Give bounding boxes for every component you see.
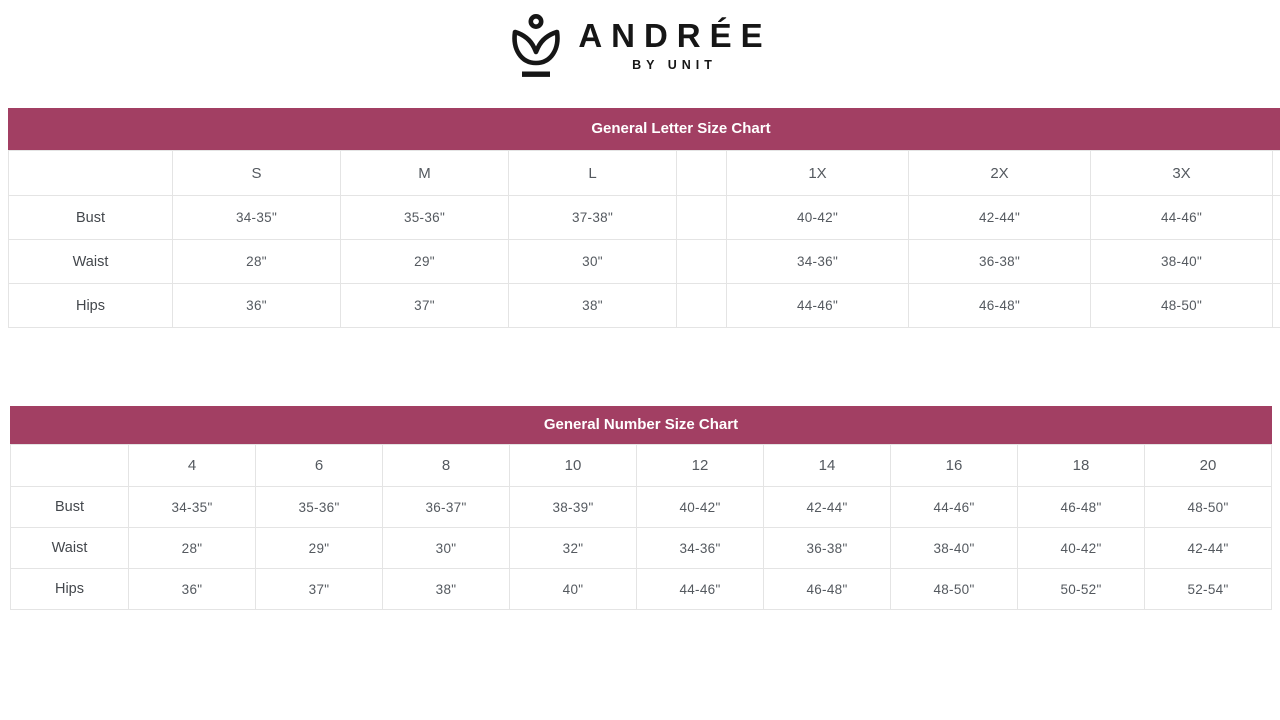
table-row [11, 487, 1272, 528]
letter-size-table [8, 150, 1280, 328]
column-header: 3X [1091, 151, 1273, 196]
size-cell: 30" [383, 528, 510, 569]
column-header: 20 [1145, 445, 1272, 487]
column-header: S [173, 151, 341, 196]
size-cell: 36-37" [383, 487, 510, 528]
size-cell: 28" [129, 528, 256, 569]
size-cell [677, 240, 727, 284]
size-cell [677, 284, 727, 328]
size-cell: 29" [256, 528, 383, 569]
size-cell: 34-36" [727, 240, 909, 284]
column-header-row [9, 151, 1280, 196]
size-cell [677, 196, 727, 240]
size-cell [1273, 284, 1280, 328]
size-cell: 37" [256, 569, 383, 610]
size-cell: 35-36" [341, 196, 509, 240]
brand-tagline: BY UNIT [632, 58, 717, 73]
size-cell: 44-46" [637, 569, 764, 610]
letter-size-chart [8, 108, 1280, 328]
size-cell: 34-36" [637, 528, 764, 569]
size-cell: 50-52" [1018, 569, 1145, 610]
size-cell: 42-44" [764, 487, 891, 528]
size-cell: 38" [383, 569, 510, 610]
column-header: 12 [637, 445, 764, 487]
size-cell: 38" [509, 284, 677, 328]
size-cell [1273, 240, 1280, 284]
column-header [11, 445, 129, 487]
size-cell: 42-44" [1145, 528, 1272, 569]
column-header: 8 [383, 445, 510, 487]
size-cell: 37-38" [509, 196, 677, 240]
size-cell: 48-50" [1145, 487, 1272, 528]
brand-logo [0, 12, 1280, 85]
table-row [11, 569, 1272, 610]
table-row [11, 528, 1272, 569]
size-cell: 52-54" [1145, 569, 1272, 610]
size-cell: 44-46" [727, 284, 909, 328]
column-header: 10 [510, 445, 637, 487]
size-cell: 46-48" [764, 569, 891, 610]
row-label: Hips [9, 284, 173, 328]
size-cell: 37" [341, 284, 509, 328]
number-size-table [10, 444, 1272, 610]
column-header [9, 151, 173, 196]
size-cell: 38-40" [1091, 240, 1273, 284]
column-header: 6 [256, 445, 383, 487]
size-cell: 32" [510, 528, 637, 569]
size-cell: 29" [341, 240, 509, 284]
column-header: 14 [764, 445, 891, 487]
row-label: Waist [9, 240, 173, 284]
number-chart-title: General Number Size Chart [10, 406, 1272, 444]
size-cell: 48-50" [891, 569, 1018, 610]
size-cell: 46-48" [1018, 487, 1145, 528]
row-label: Hips [11, 569, 129, 610]
size-cell: 30" [509, 240, 677, 284]
column-header [1273, 151, 1280, 196]
column-header: M [341, 151, 509, 196]
column-header [677, 151, 727, 196]
row-label: Bust [9, 196, 173, 240]
row-label: Waist [11, 528, 129, 569]
size-cell: 28" [173, 240, 341, 284]
size-cell: 34-35" [173, 196, 341, 240]
column-header: 4 [129, 445, 256, 487]
size-cell: 46-48" [909, 284, 1091, 328]
brand-name: ANDRÉE [578, 17, 772, 54]
size-cell: 38-40" [891, 528, 1018, 569]
column-header: 2X [909, 151, 1091, 196]
table-row [9, 196, 1280, 240]
size-cell [1273, 196, 1280, 240]
column-header: 1X [727, 151, 909, 196]
size-cell: 36" [129, 569, 256, 610]
size-cell: 40" [510, 569, 637, 610]
number-size-chart [10, 406, 1272, 610]
column-header-row [11, 445, 1272, 487]
size-cell: 40-42" [1018, 528, 1145, 569]
size-cell: 36" [173, 284, 341, 328]
size-cell: 40-42" [637, 487, 764, 528]
row-label: Bust [11, 487, 129, 528]
size-cell: 44-46" [1091, 196, 1273, 240]
size-cell: 34-35" [129, 487, 256, 528]
size-cell: 36-38" [764, 528, 891, 569]
size-cell: 42-44" [909, 196, 1091, 240]
column-header: L [509, 151, 677, 196]
tulip-logo-icon [508, 12, 564, 85]
size-cell: 44-46" [891, 487, 1018, 528]
letter-chart-title: General Letter Size Chart [8, 108, 1280, 150]
table-row [9, 284, 1280, 328]
column-header: 16 [891, 445, 1018, 487]
table-row [9, 240, 1280, 284]
size-cell: 36-38" [909, 240, 1091, 284]
column-header: 18 [1018, 445, 1145, 487]
size-cell: 38-39" [510, 487, 637, 528]
size-cell: 48-50" [1091, 284, 1273, 328]
size-cell: 40-42" [727, 196, 909, 240]
size-cell: 35-36" [256, 487, 383, 528]
brand-text [574, 12, 771, 72]
